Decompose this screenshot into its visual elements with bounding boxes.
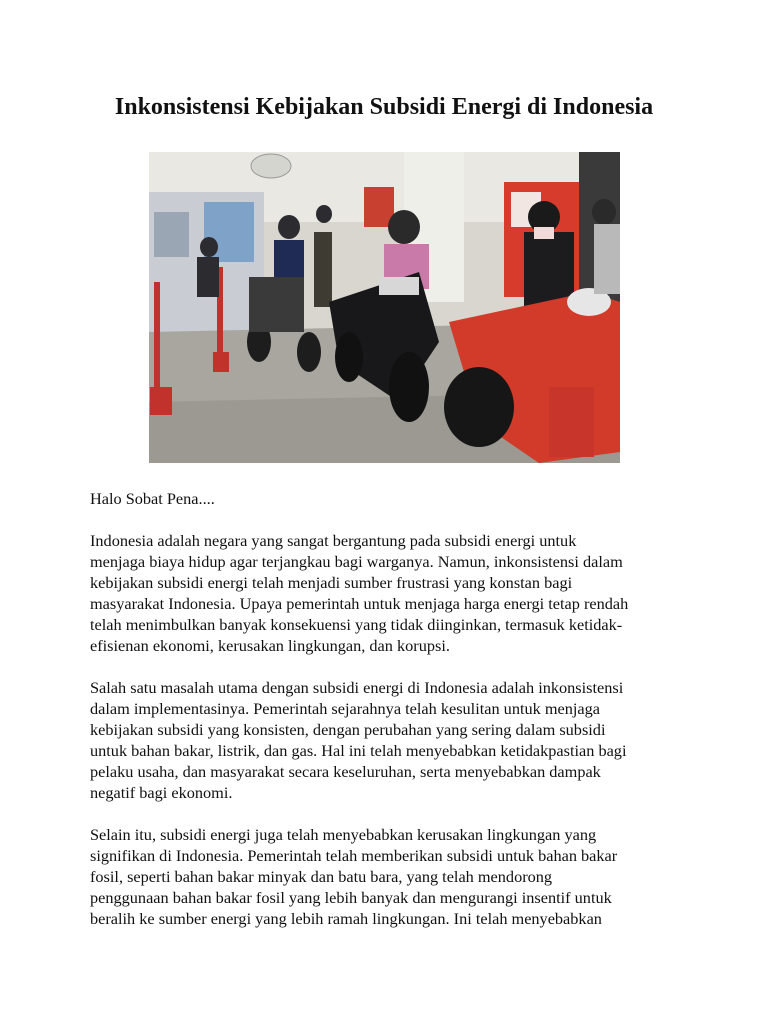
- text-line: untuk bahan bakar, listrik, dan gas. Hal ini telah menyebabkan ketidakpastian bagi: [90, 741, 627, 760]
- paragraph-greeting: [90, 488, 685, 509]
- text-line: kebijakan subsidi yang konsisten, dengan perubahan yang sering dalam subsidi: [90, 720, 606, 739]
- text-line: masyarakat Indonesia. Upaya pemerintah untuk menjaga harga energi tetap rendah: [90, 594, 629, 613]
- text-line: dalam implementasinya. Pemerintah sejarahnya telah kesulitan untuk menjaga: [90, 699, 600, 718]
- paragraph-environment: [90, 824, 685, 929]
- text-line: pelaku usaha, dan masyarakat secara keseluruhan, serta menyebabkan dampak: [90, 762, 601, 781]
- text-line: Selain itu, subsidi energi juga telah menyebabkan kerusakan lingkungan yang: [90, 825, 597, 844]
- document-title: Inkonsistensi Kebijakan Subsidi Energi di Indonesia: [114, 94, 654, 120]
- text-line: penggunaan bahan bakar fosil yang lebih banyak dan mengurangi insentif untuk: [90, 888, 612, 907]
- text-line: negatif bagi ekonomi.: [90, 783, 233, 802]
- paragraph-intro: [90, 530, 685, 656]
- text-line: telah menimbulkan banyak konsekuensi yang tidak diinginkan, termasuk ketidak-: [90, 615, 623, 634]
- text-line: efisienan ekonomi, kerusakan lingkungan, dan korupsi.: [90, 636, 450, 655]
- paragraph-inconsistency: [90, 677, 685, 803]
- text-line: Salah satu masalah utama dengan subsidi energi di Indonesia adalah inkonsistensi: [90, 678, 624, 697]
- text-line: signifikan di Indonesia. Pemerintah telah memberikan subsidi untuk bahan bakar: [90, 846, 618, 865]
- article-body: [90, 488, 685, 950]
- text-line: kebijakan subsidi energi telah menjadi sumber frustrasi yang konstan bagi: [90, 573, 573, 592]
- text-line: Halo Sobat Pena....: [90, 489, 215, 508]
- text-line: beralih ke sumber energi yang lebih ramah lingkungan. Ini telah menyebabkan: [90, 909, 602, 928]
- text-line: Indonesia adalah negara yang sangat bergantung pada subsidi energi untuk: [90, 531, 577, 550]
- text-line: menjaga biaya hidup agar terjangkau bagi warganya. Namun, inkonsistensi dalam: [90, 552, 623, 571]
- fuel-station-photo: [149, 152, 620, 463]
- text-line: fosil, seperti bahan bakar minyak dan batu bara, yang telah mendorong: [90, 867, 553, 886]
